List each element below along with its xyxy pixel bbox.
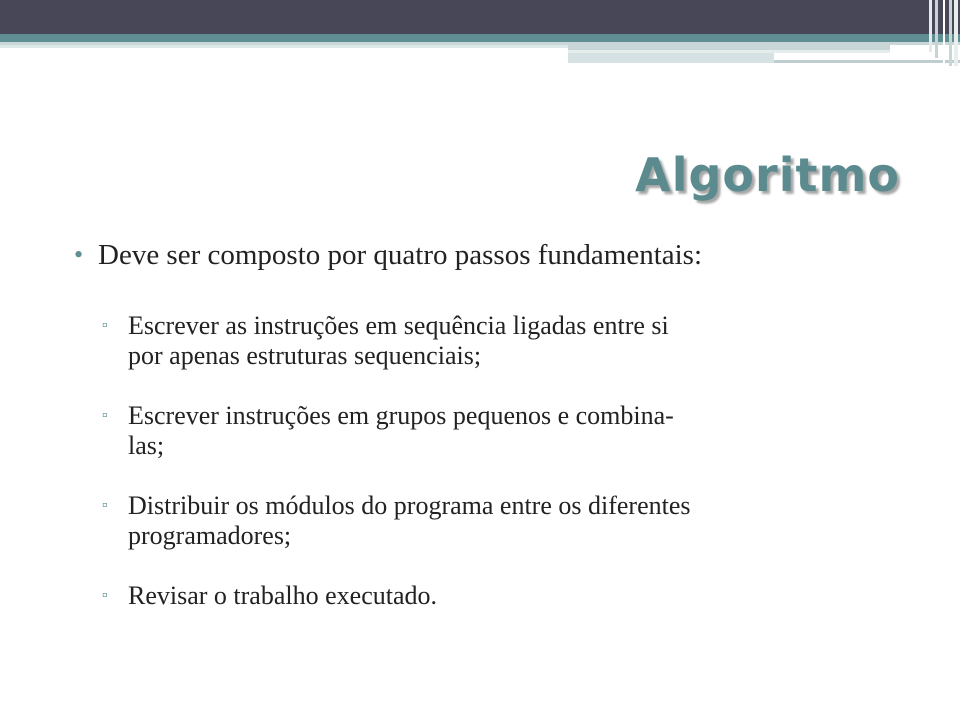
corner-stripe <box>949 0 952 66</box>
sub-bullet-item <box>102 401 904 461</box>
sub-bullet-item <box>102 491 904 551</box>
corner-stripe <box>935 0 938 58</box>
corner-stripe <box>929 0 932 52</box>
square-bullet-icon: ▫ <box>102 497 108 514</box>
square-bullet-icon: ▫ <box>102 407 108 424</box>
sub-bullet-item <box>102 311 904 371</box>
corner-stripes <box>926 0 960 66</box>
corner-stripe <box>954 0 958 66</box>
header-band-dark <box>0 0 960 34</box>
bullet-text: Deve ser composto por quatro passos fundamentais: <box>98 239 703 271</box>
corner-stripe <box>943 0 945 66</box>
header-band-teal <box>0 34 960 42</box>
sub-bullet-item <box>102 581 904 611</box>
slide-title: Algoritmo <box>635 148 900 202</box>
sub-bullet-line: las; <box>128 431 165 460</box>
bullet-dot-icon: • <box>74 240 84 269</box>
sub-bullet-line: Escrever instruções em grupos pequenos e combina- <box>128 401 674 430</box>
sub-bullet-line: Revisar o trabalho executado. <box>128 581 437 610</box>
header-accent-line <box>568 53 774 63</box>
square-bullet-icon: ▫ <box>102 317 108 334</box>
bullet-item <box>74 238 904 272</box>
bullet-list <box>74 238 904 611</box>
square-bullet-icon: ▫ <box>102 587 108 604</box>
sub-bullet-line: programadores; <box>128 521 292 550</box>
sub-bullet-line: Distribuir os módulos do programa entre os diferentes <box>128 491 691 520</box>
sub-bullet-line: Escrever as instruções em sequência ligadas entre si <box>128 311 669 340</box>
sub-bullet-line: por apenas estruturas sequenciais; <box>128 341 482 370</box>
header-band-pale <box>0 45 568 48</box>
